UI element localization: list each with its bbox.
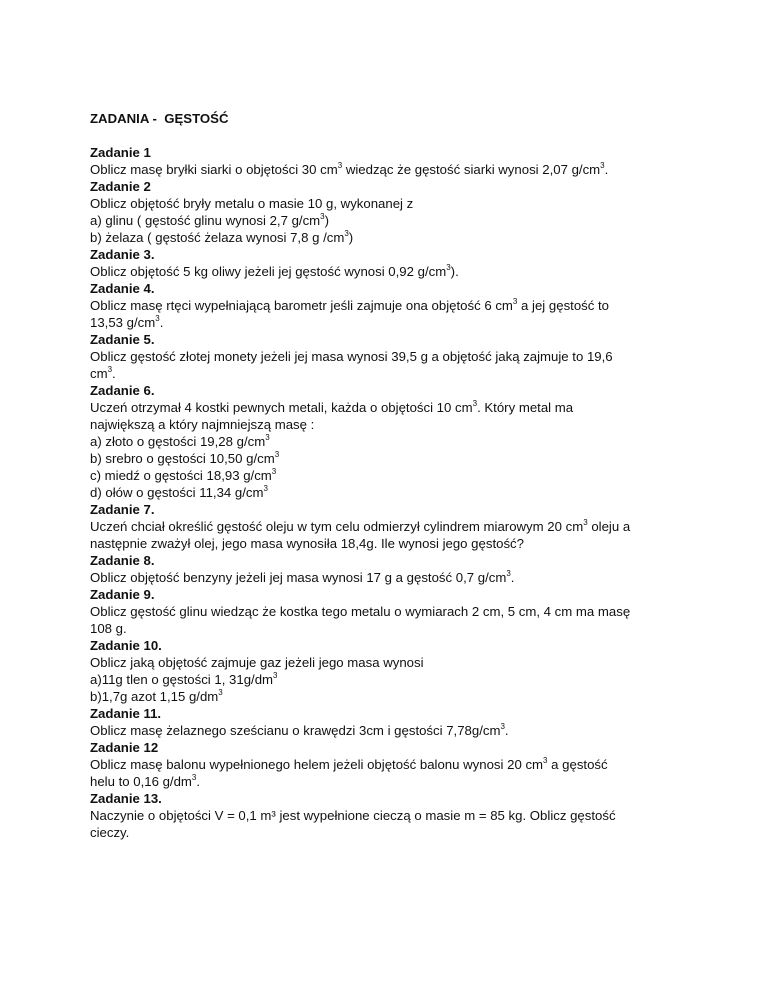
task-text: ) xyxy=(324,213,330,228)
task-text: Oblicz gęstość złotej monety jeżeli jej masa wynosi 39,5 g a objętość jaką zajmuje to 19,6 xyxy=(90,349,613,364)
unit-superscript: 3 xyxy=(320,211,325,221)
task-text-line xyxy=(90,212,690,229)
task-block xyxy=(90,552,690,586)
task-heading: Zadanie 1 xyxy=(90,145,151,160)
task-text: a gęstość xyxy=(547,757,608,772)
task-text-line xyxy=(90,620,690,637)
task-text: Oblicz objętość benzyny jeżeli jej masa wynosi 17 g a gęstość 0,7 g/cm xyxy=(90,570,507,585)
task-text-line xyxy=(90,229,690,246)
task-text-line xyxy=(90,314,690,331)
task-text: a jej gęstość to xyxy=(517,298,610,313)
task-text: helu to 0,16 g/dm xyxy=(90,774,192,789)
task-heading: Zadanie 13. xyxy=(90,791,162,806)
task-text-line xyxy=(90,671,690,688)
task-text-line xyxy=(90,416,690,433)
task-block xyxy=(90,178,690,246)
task-block xyxy=(90,739,690,790)
task-text-line xyxy=(90,569,690,586)
unit-superscript: 3 xyxy=(274,449,280,459)
task-block xyxy=(90,280,690,331)
task-block xyxy=(90,331,690,382)
task-block xyxy=(90,246,690,280)
unit-superscript: 3 xyxy=(191,772,197,782)
task-text-line xyxy=(90,603,690,620)
task-text: a) złoto o gęstości 19,28 g/cm xyxy=(90,434,266,449)
task-text-line xyxy=(90,365,690,382)
task-text: b) srebro o gęstości 10,50 g/cm xyxy=(90,451,275,466)
task-text: . xyxy=(504,723,509,738)
task-block xyxy=(90,382,690,501)
task-text: Uczeń chciał określić gęstość oleju w tym celu odmierzył cylindrem miarowym 20 cm xyxy=(90,519,584,534)
task-text: Oblicz objętość bryły metalu o masie 10 g, wykonanej z xyxy=(90,196,414,211)
task-text-line xyxy=(90,654,690,671)
unit-superscript: 3 xyxy=(273,670,278,680)
task-block xyxy=(90,790,690,841)
task-text-line xyxy=(90,433,690,450)
task-text-line xyxy=(90,518,690,535)
task-heading: Zadanie 9. xyxy=(90,587,155,602)
task-text: . xyxy=(510,570,515,585)
task-text-line xyxy=(90,535,690,552)
unit-superscript: 3 xyxy=(218,687,223,697)
task-text-line xyxy=(90,297,690,314)
task-text: Oblicz jaką objętość zajmuje gaz jeżeli jego masa wynosi xyxy=(90,655,424,670)
task-heading: Zadanie 11. xyxy=(90,706,162,721)
task-text: cm xyxy=(90,366,108,381)
task-heading: Zadanie 7. xyxy=(90,502,155,517)
task-list xyxy=(90,144,690,841)
task-text-line xyxy=(90,263,690,280)
task-block xyxy=(90,501,690,552)
task-text: cieczy. xyxy=(90,825,130,840)
task-text: c) miedź o gęstości 18,93 g/cm xyxy=(90,468,272,483)
task-text-line xyxy=(90,195,690,212)
unit-superscript: 3 xyxy=(472,398,478,408)
task-text: . xyxy=(159,315,164,330)
task-text: Oblicz gęstość glinu wiedząc że kostka tego metalu o wymiarach 2 cm, 5 cm, 4 cm ma masę xyxy=(90,604,631,619)
task-text-line xyxy=(90,348,690,365)
task-text: . Który metal ma xyxy=(477,400,574,415)
task-heading: Zadanie 3. xyxy=(90,247,155,262)
task-block xyxy=(90,586,690,637)
task-text: Oblicz masę rtęci wypełniającą barometr jeśli zajmuje ona objętość 6 cm xyxy=(90,298,513,313)
task-text: 13,53 g/cm xyxy=(90,315,156,330)
document-title: ZADANIA - GĘSTOŚĆ xyxy=(90,111,229,126)
unit-superscript: 3 xyxy=(107,364,113,374)
task-heading: Zadanie 12 xyxy=(90,740,159,755)
task-text: następnie zważył olej, jego masa wynosiła 18,4g. Ile wynosi jego gęstość? xyxy=(90,536,524,551)
task-text: Naczynie o objętości V = 0,1 m³ jest wypełnione cieczą o masie m = 85 kg. Oblicz gęstość xyxy=(90,808,616,823)
task-text: wiedząc że gęstość siarki wynosi 2,07 g/cm xyxy=(342,162,601,177)
task-text: Oblicz masę balonu wypełnionego helem jeżeli objętość balonu wynosi 20 cm xyxy=(90,757,544,772)
task-text: b) żelaza ( gęstość żelaza wynosi 7,8 g /cm xyxy=(90,230,345,245)
unit-superscript: 3 xyxy=(543,755,548,765)
unit-superscript: 3 xyxy=(344,228,349,238)
unit-superscript: 3 xyxy=(155,313,160,323)
task-text-line xyxy=(90,484,690,501)
unit-superscript: 3 xyxy=(512,296,518,306)
unit-superscript: 3 xyxy=(337,160,343,170)
task-text: Oblicz masę bryłki siarki o objętości 30 cm xyxy=(90,162,338,177)
task-text-line xyxy=(90,467,690,484)
task-heading: Zadanie 5. xyxy=(90,332,155,347)
task-heading: Zadanie 6. xyxy=(90,383,155,398)
unit-superscript: 3 xyxy=(446,262,451,272)
unit-superscript: 3 xyxy=(265,432,270,442)
task-text: ). xyxy=(450,264,459,279)
task-heading: Zadanie 4. xyxy=(90,281,155,296)
task-text: Oblicz objętość 5 kg oliwy jeżeli jej gęstość wynosi 0,92 g/cm xyxy=(90,264,447,279)
unit-superscript: 3 xyxy=(583,517,588,527)
task-text: a)11g tlen o gęstości 1, 31g/dm xyxy=(90,672,274,687)
document-page xyxy=(90,110,690,841)
task-text-line xyxy=(90,807,690,824)
unit-superscript: 3 xyxy=(263,483,268,493)
task-text-line xyxy=(90,824,690,841)
task-text: Uczeń otrzymał 4 kostki pewnych metali, każda o objętości 10 cm xyxy=(90,400,473,415)
task-text: 108 g. xyxy=(90,621,127,636)
task-text-line xyxy=(90,756,690,773)
task-text-line xyxy=(90,773,690,790)
task-heading: Zadanie 10. xyxy=(90,638,162,653)
task-text: oleju a xyxy=(587,519,631,534)
task-text-line xyxy=(90,450,690,467)
task-block xyxy=(90,144,690,178)
task-heading: Zadanie 2 xyxy=(90,179,151,194)
task-block xyxy=(90,637,690,705)
task-text-line xyxy=(90,722,690,739)
task-heading: Zadanie 8. xyxy=(90,553,155,568)
task-text: b)1,7g azot 1,15 g/dm xyxy=(90,689,219,704)
task-text: d) ołów o gęstości 11,34 g/cm xyxy=(90,485,264,500)
task-text: . xyxy=(196,774,201,789)
task-text: największą a który najmniejszą masę : xyxy=(90,417,315,432)
unit-superscript: 3 xyxy=(271,466,277,476)
unit-superscript: 3 xyxy=(600,160,605,170)
task-text: Oblicz masę żelaznego sześcianu o krawędzi 3cm i gęstości 7,78g/cm xyxy=(90,723,501,738)
task-text-line xyxy=(90,688,690,705)
unit-superscript: 3 xyxy=(506,568,511,578)
task-text: . xyxy=(112,366,116,381)
task-text-line xyxy=(90,399,690,416)
task-text: a) glinu ( gęstość glinu wynosi 2,7 g/cm xyxy=(90,213,321,228)
task-text-line xyxy=(90,161,690,178)
task-text: . xyxy=(604,162,609,177)
unit-superscript: 3 xyxy=(500,721,505,731)
task-block xyxy=(90,705,690,739)
task-text: ) xyxy=(348,230,354,245)
